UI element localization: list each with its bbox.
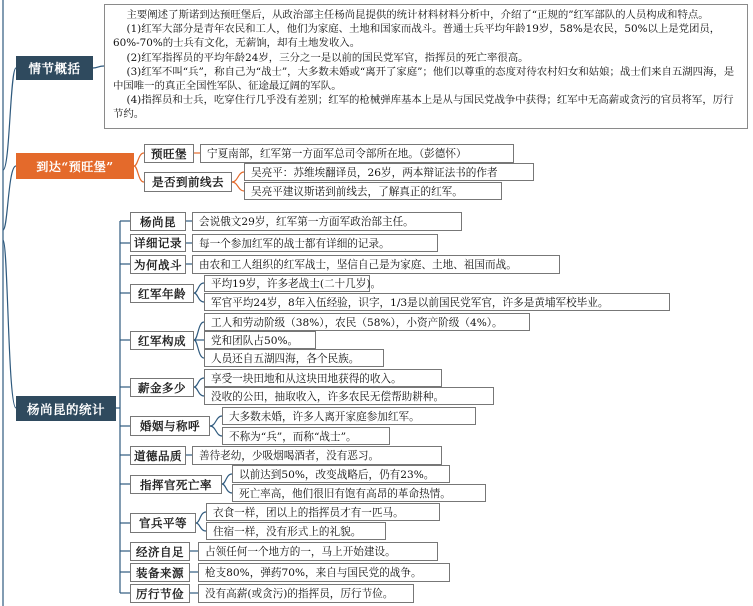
- cat-equipment-source[interactable]: 装备来源: [130, 563, 190, 582]
- root-to-arrive-line: [3, 166, 16, 230]
- leaf-composition-class: 工人和劳动阶级（38%），农民（58%），小资产阶级（4%）。: [204, 313, 530, 331]
- leaf-officer-age: 军官平均24岁，8年入伍经验，识字，1/3是以前国民党军官，许多是黄埔军校毕业。: [204, 293, 670, 311]
- leaf-death-rate: 以前达到50%，改变战略后，仍有23%。: [232, 465, 450, 483]
- cat-thrift[interactable]: 厉行节俭: [130, 584, 190, 603]
- summary-line-1: 主要阐述了斯诺到达预旺堡后，从政治部主任杨尚昆提供的统计材料材料分析中，介绍了“正规的”红军部队的人员构成和特点。: [126, 9, 709, 21]
- cat-red-army-age[interactable]: 红军年龄: [130, 284, 194, 303]
- leaf-yuwangbao-location: 宁夏南部，红军第一方面军总司令部所在地。（彭德怀）: [200, 144, 514, 163]
- node-arrive-yuwangbao[interactable]: 到达“预旺堡”: [16, 153, 134, 179]
- root-to-stats-line: [3, 240, 16, 408]
- leaf-composition-party: 党和团队占50%。: [204, 331, 316, 349]
- leaf-death-spirit: 死亡率高，他们很旧有饱有高昂的革命热情。: [232, 484, 486, 502]
- node-yang-statistics[interactable]: 杨尚昆的统计: [16, 396, 116, 421]
- cat-detailed-records[interactable]: 详细记录: [130, 234, 186, 252]
- root-to-plot-line: [3, 68, 16, 170]
- leaf-wu-liangping-intro: 吴亮平：苏维埃翻译员，26岁，两本辩证法书的作者: [244, 163, 534, 181]
- leaf-salary-land: 享受一块田地和从这块田地获得的收入。: [204, 369, 442, 387]
- leaf-equality-food: 衣食一样，团以上的指挥员才有一匹马。: [206, 503, 440, 521]
- leaf-detailed-records: 每一个参加红军的战士都有详细的记录。: [192, 234, 438, 252]
- cat-why-fight[interactable]: 为何战斗: [130, 255, 186, 274]
- arrive-to-cat1-line: [134, 153, 144, 166]
- cat-officer-death-rate[interactable]: 指挥官死亡率: [130, 475, 222, 494]
- leaf-salary-public-land: 没收的公田，抽取收入，许多农民无偿帮助耕种。: [204, 387, 494, 405]
- cat-marriage-title[interactable]: 婚姻与称呼: [130, 416, 210, 436]
- leaf-equality-lodging: 住宿一样，没有形式上的礼貌。: [206, 522, 386, 540]
- leaf-soldier-age: 平均19岁，许多老战士(二十几岁)。: [204, 275, 370, 292]
- summary-line-5: (4)指挥员和士兵，吃穿住行几乎没有差别；红军的枪械弹库基本上是从与国民党战争中获得；红军中无高薪或贪污的官员将军，厉行节约。: [113, 94, 734, 121]
- leaf-thrift: 没有高薪(或贪污)的指挥员，厉行节俭。: [198, 584, 414, 603]
- cat-yang-shangkun[interactable]: 杨尚昆: [130, 212, 186, 231]
- leaf-self-sufficiency: 占领任何一个地方的一，马上开始建设。: [198, 542, 438, 561]
- leaf-morality: 善待老幼，少吸烟喝酒者，没有恶习。: [192, 446, 442, 465]
- leaf-why-fight: 由农和工人组织的红军战士，坚信自己是为家庭、土地、祖国而战。: [192, 255, 560, 274]
- node-plot-summary[interactable]: 情节概括: [16, 56, 93, 80]
- leaf-composition-origin: 人员还自五湖四海，各个民族。: [204, 349, 384, 367]
- leaf-yang-shangkun: 会说俄文29岁，红军第一方面军政治部主任。: [192, 212, 462, 231]
- cat-composition[interactable]: 红军构成: [130, 331, 194, 350]
- arrive-to-cat2-line: [134, 166, 144, 182]
- plot-to-summary-line: [93, 66, 104, 68]
- cat-salary[interactable]: 薪金多少: [130, 378, 194, 397]
- leaf-title-fighter: 不称为“兵”，而称“战士”。: [222, 427, 390, 445]
- summary-line-3: (2)红军指挥员的平均年龄24岁，三分之一是以前的国民党军官，指挥员的死亡率很高。: [126, 51, 529, 64]
- leaf-marriage: 大多数未婚，许多人离开家庭参加红军。: [222, 407, 476, 425]
- summary-line-4: (3)红军不叫“兵”，称自己为“战士”，大多数未婚或“离开了家庭”；他们以尊重的态度对待农村妇女和姑娘；战士们来自五湖四海，是中国唯一的真正全国性军队、征途最辽阔的军队。: [113, 65, 735, 93]
- cat-morality[interactable]: 道德品质: [130, 446, 186, 465]
- leaf-equipment-source: 枪支80%，弹药70%，来自与国民党的战争。: [198, 563, 450, 582]
- summary-line-2: (1)红军大部分是青年农民和工人，他们为家庭、土地和国家而战斗。普通士兵平均年龄19岁，58%是农民，50%以上是党团员，60%-70%的士兵有文化，无薪饷，却有土地发收入。: [113, 23, 721, 50]
- cat-equality[interactable]: 官兵平等: [130, 513, 196, 533]
- leaf-wu-liangping-suggest: 吴亮平建议斯诺到前线去，了解真正的红军。: [244, 182, 502, 200]
- cat-yuwangbao[interactable]: 预旺堡: [144, 144, 194, 163]
- cat-go-front[interactable]: 是否到前线去: [144, 172, 232, 192]
- cat-self-sufficiency[interactable]: 经济自足: [130, 542, 190, 561]
- summary-box: [104, 4, 748, 129]
